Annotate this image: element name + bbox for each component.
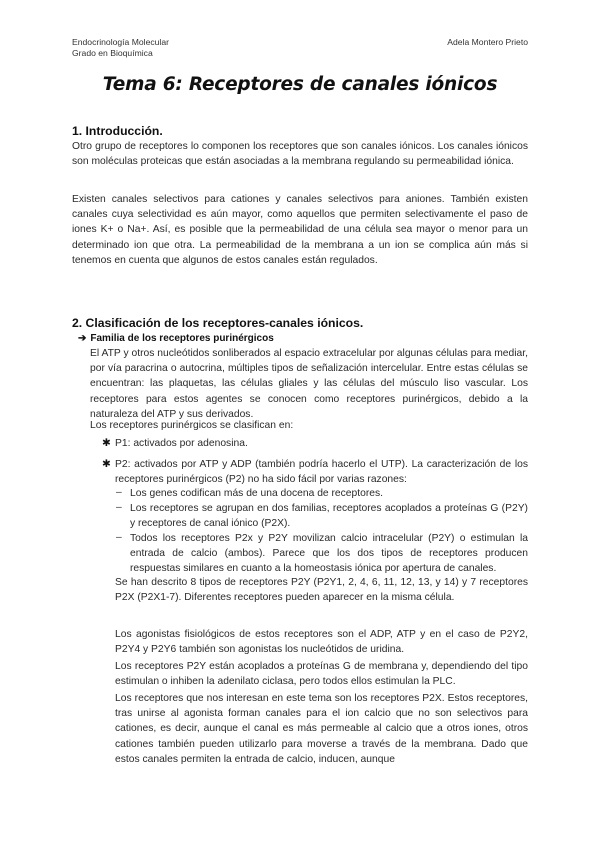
bullet-p2: P2: activados por ATP y ADP (también podría hacerlo el UTP). La caracterización de los receptores purinérgicos (P2) no ha sido fácil por varias razones: <box>115 459 528 486</box>
degree-name: Grado en Bioquímica <box>72 48 153 58</box>
bullet-p1: P1: activados por adenosina. <box>115 438 248 449</box>
dash-bullet-icon: – <box>116 502 122 513</box>
course-name: Endocrinología Molecular <box>72 37 169 47</box>
subsection-title: Familia de los receptores purinérgicos <box>90 333 274 344</box>
author-name: Adela Montero Prieto <box>447 37 528 47</box>
dash-bullet-icon: – <box>116 487 122 498</box>
asterisk-bullet-icon: ✱ <box>102 458 111 470</box>
section-2-heading: 2. Clasificación de los receptores-canales iónicos. <box>72 316 364 330</box>
section-2-paragraph-1: El ATP y otros nucleótidos sonliberados al espacio extracelular por algunas células para mediar, por vía paracrina o autocrina, múltiples tipos de señalización intercelular. Entre estas células se encuentran: las plaquetas, las células gliales y las células del músculo liso vascular. Los receptores para estos agentes se conocen como receptores purinérgicos, debido a la naturaleza del ATP y sus derivados. <box>90 348 528 420</box>
document-title: Tema 6: Receptores de canales iónicos <box>102 74 498 95</box>
asterisk-bullet-icon: ✱ <box>102 437 111 449</box>
section-1-paragraph-1: Otro grupo de receptores lo componen los receptores que son canales iónicos. Los canales iónicos son moléculas proteicas que están asociadas a la membrana regulando su permeabilidad iónica. <box>72 141 528 168</box>
section-1-heading: 1. Introducción. <box>72 124 163 138</box>
dash-item-3: Todos los receptores P2x y P2Y movilizan calcio intracelular (P2Y) o estimulan la entrada de calcio (ambos). Parece que los dos tipos de receptores producen respuestas similares en cuanto a la homeostasis iónica por apertura de canales. <box>130 533 528 575</box>
section-2-paragraph-4: Los agonistas fisiológicos de estos receptores son el ADP, ATP y en el caso de P2Y2, P2Y4 y P2Y6 también son agonistas los nucleótidos de uridina. <box>115 629 528 656</box>
dash-item-2: Los receptores se agrupan en dos familias, receptores acoplados a proteínas G (P2Y) y receptores de canal iónico (P2X). <box>130 503 528 530</box>
dash-bullet-icon: – <box>116 532 122 543</box>
section-2-paragraph-6: Los receptores que nos interesan en este tema son los receptores P2X. Estos receptores, tras unirse al agonista forman canales para el ion calcio que no son selectivos para cationes, es decir, aunque el canal es más permeable al calcio que a otros iones, otros cationes también pueden utilizarlo para moverse a través de la membrana. Dado que estos canales permiten la entrada de calcio, inducen, aunque <box>115 693 528 765</box>
section-1-paragraph-2: Existen canales selectivos para cationes y canales selectivos para aniones. También existen canales cuya selectividad es aún mayor, como aquellos que permiten selectivamente el paso de iones K+ o Na+. Así, es posible que la permeabilidad de una célula sea mayor o menor para un determinado ion que otra. La permeabilidad de la membrana a un ion se complica aún más si tenemos en cuenta que algunos de estos canales están regulados. <box>72 194 528 266</box>
section-2-paragraph-3: Se han descrito 8 tipos de receptores P2Y (P2Y1, 2, 4, 6, 11, 12, 13, y 14) y 7 receptores P2X (P2X1-7). Diferentes receptores pueden aparecer en la misma célula. <box>115 577 528 604</box>
section-2-paragraph-5: Los receptores P2Y están acoplados a proteínas G de membrana y, dependiendo del tipo estimulan o inhiben la adenilato ciclasa, pero todos ellos estimulan la PLC. <box>115 661 528 688</box>
arrow-right-icon: ➔ <box>78 333 87 344</box>
section-2-paragraph-2: Los receptores purinérgicos se clasifican en: <box>90 420 294 431</box>
subsection-heading <box>78 333 274 344</box>
dash-item-1: Los genes codifican más de una docena de receptores. <box>130 488 384 499</box>
page-header <box>72 37 528 59</box>
